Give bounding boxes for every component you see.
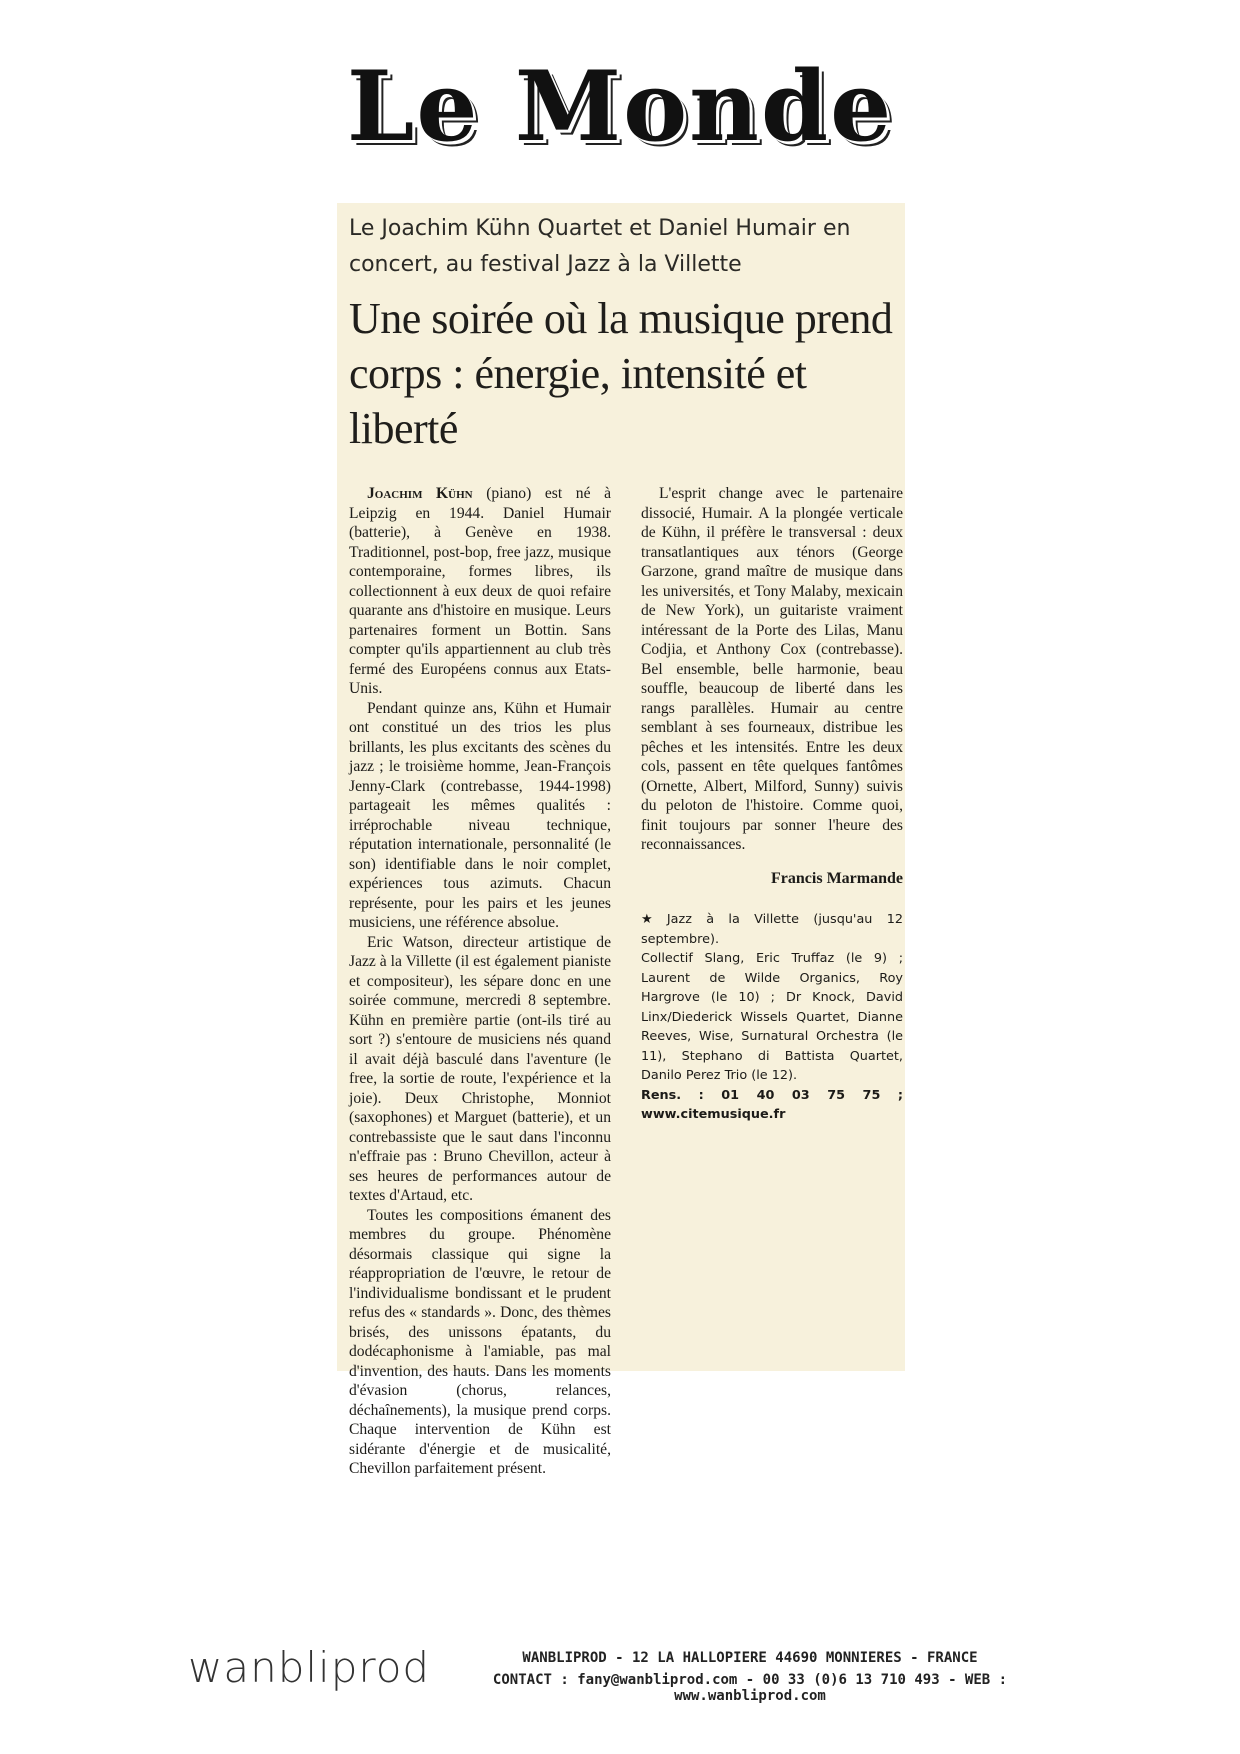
lead-name: Joachim Kühn	[367, 485, 473, 502]
box-title-line	[641, 910, 903, 949]
wanbliprod-logo: wanbliprod	[188, 1643, 431, 1692]
star-icon: ★	[641, 912, 663, 927]
paragraph-3: Eric Watson, directeur artistique de Jazz à la Villette (il est également pianiste et compositeur), les sépare donc en une soirée commune, mercredi 8 septembre. Kühn en première partie (ont-ils tiré au sort ?) s'entoure de musiciens nés quand il avait déjà basculé dans l'aventure (le free, la sortie de route, l'expérience et la joie). Deux Christophe, Monniot (saxophones) et Marguet (batterie), et un contrebassiste que le saut dans l'inconnu n'effraie pas : Bruno Chevillon, acteur à ses heures de performances autour de textes d'Artaud, etc.	[349, 933, 611, 1204]
paragraph-4: Toutes les compositions émanent des membres du groupe. Phénomène désormais classique qui signe la réappropriation de l'œuvre, le retour de l'individualisme bondissant et le prudent refus des « standards ». Donc, des thèmes brisés, des unissons épatants, du dodécaphonisme à l'amiable, pas mal d'invention, des hauts. Dans les moments d'évasion (chorus, relances, déchaînements), la musique prend corps. Chaque intervention de Kühn est sidérante d'énergie et de musicalité, Chevillon parfaitement présent.	[349, 1206, 611, 1477]
paragraph-1-text: (piano) est né à Leipzig en 1944. Daniel Humair (batterie), à Genève en 1938. Traditionnel, post-bop, free jazz, musique contemporaine, formes libres, ils collectionnent à eux deux de quoi refaire quarante ans d'histoire en musique. Leurs partenaires forment un Bottin. Sans compter qu'ils appartiennent au club très fermé des Européens connus aux Etats-Unis.	[349, 485, 612, 697]
box-contact: Rens. : 01 40 03 75 75 ; www.citemusique.fr	[641, 1087, 903, 1122]
paragraph-2: Pendant quinze ans, Kühn et Humair ont constitué un des trios les plus brillants, les plus excitants des scènes du jazz ; le troisième homme, Jean-François Jenny-Clark (contrebasse, 1944-1998) partageait les mêmes qualités : irréprochable niveau technique, réputation internationale, personnalité (le son) identifiable dans le noir complet, expériences tous azimuts. Chacun représente, pour les pairs et les jeunes musiciens, une référence absolue.	[349, 699, 611, 931]
event-info-box	[641, 910, 903, 1125]
article-body	[345, 484, 903, 1477]
box-program: Collectif Slang, Eric Truffaz (le 9) ; Laurent de Wilde Organics, Roy Hargrove (le 10) ; Dr Knock, David Linx/Diederick Wissels Quartet, Dianne Reeves, Wise, Surnatural Orchestra (le 11), Stephano di Battista Quartet, Danilo Perez Trio (le 12).	[641, 951, 903, 1083]
footer-contact: CONTACT : fany@wanbliprod.com - 00 33 (0)6 13 710 493 - WEB : www.wanbliprod.com	[492, 1672, 1008, 1704]
box-title: Jazz à la Villette (jusqu'au 12 septembre).	[641, 912, 903, 947]
byline: Francis Marmande	[771, 869, 903, 887]
footer-address: WANBLIPROD - 12 LA HALLOPIERE 44690 MONNIERES - FRANCE	[522, 1650, 978, 1666]
article-column-right	[641, 484, 903, 1125]
newspaper-masthead: Le Monde	[346, 50, 894, 163]
article-column-left	[349, 484, 611, 1479]
paragraph-5: L'esprit change avec le partenaire dissocié, Humair. A la plongée verticale de Kühn, il préfère le transversal : deux transatlantiques aux ténors (George Garzone, grand maître de musique dans les universités, et Tony Malaby, mexicain de New York), un guitariste vraiment intéressant de la Porte des Lilas, Manu Codjia, et Anthony Cox (contrebasse). Bel ensemble, belle harmonie, beau souffle, beaucoup de liberté dans les rangs parallèles. Humair au centre semblant à ses fourneaux, distribue les pêches et les intensités. Entre les deux cols, passent en tête quelques fantômes (Ornette, Albert, Milford, Sunny) suivis du peloton de l'histoire. Comme quoi, finit toujours par sonner l'heure des reconnaissances.	[641, 485, 903, 853]
article-clipping	[337, 203, 905, 1477]
article-kicker: Le Joachim Kühn Quartet et Daniel Humair en concert, au festival Jazz à la Villette	[349, 216, 851, 277]
paragraph-1	[349, 484, 611, 699]
article-headline: Une soirée où la musique prend corps : énergie, intensité et liberté	[349, 294, 893, 453]
